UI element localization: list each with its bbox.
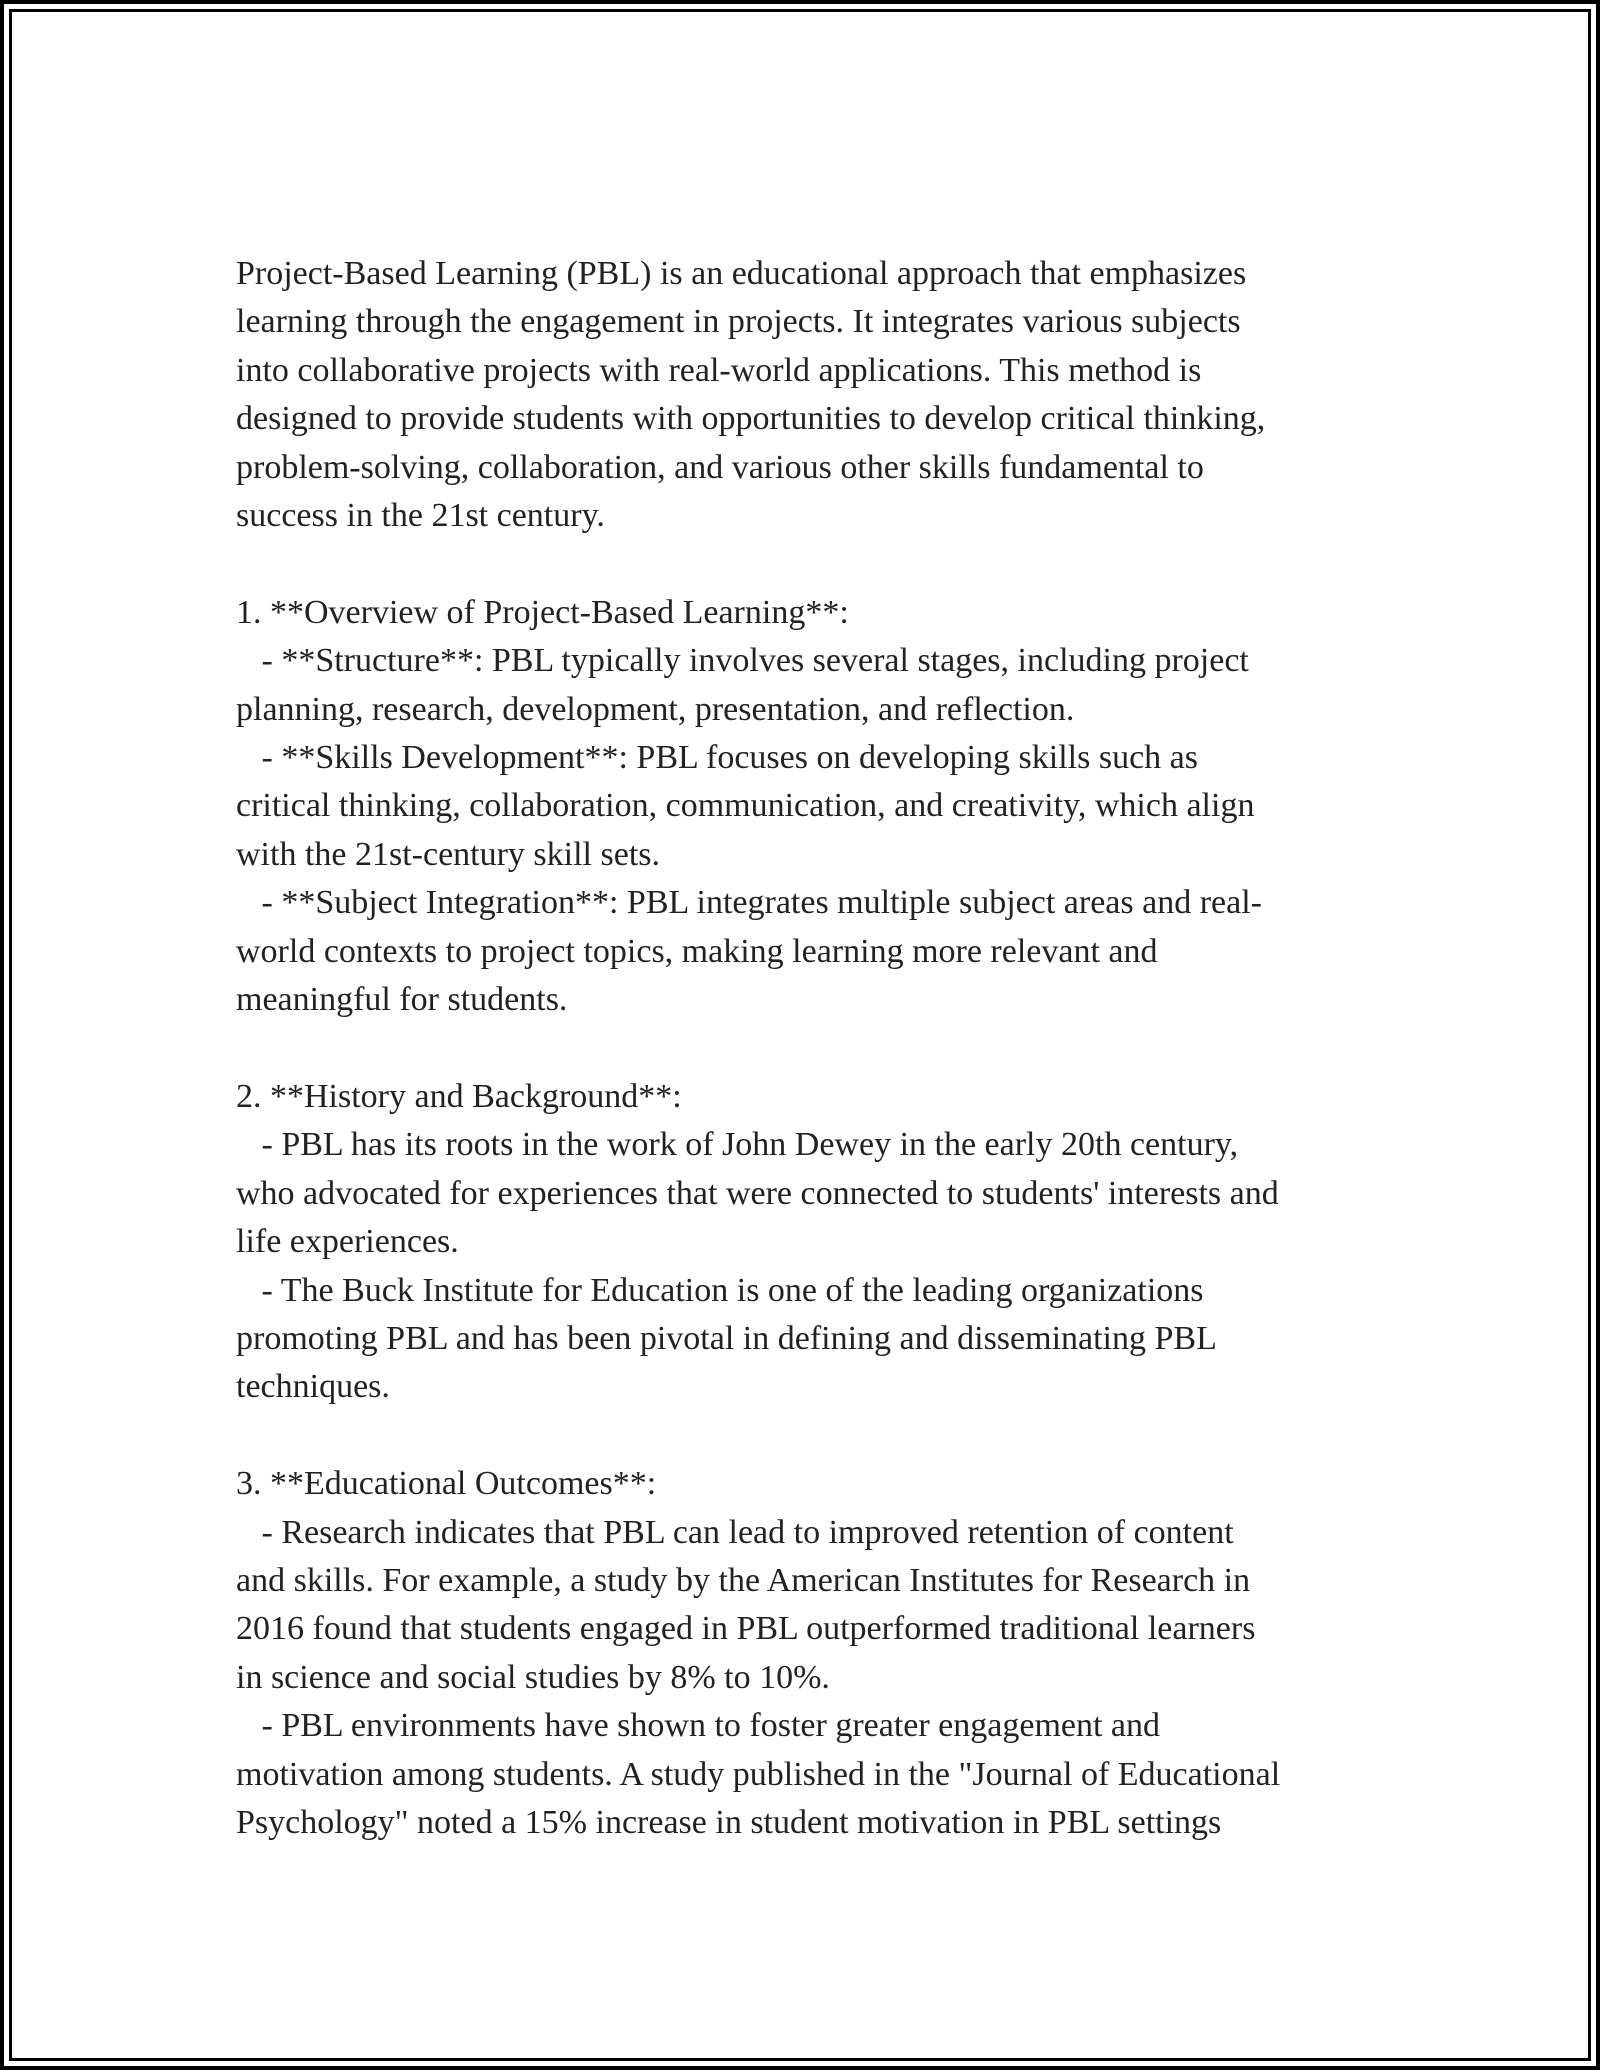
text-line: with the 21st-century skill sets. xyxy=(236,835,661,873)
intro-paragraph xyxy=(236,250,1376,540)
section-heading: 3. **Educational Outcomes**: xyxy=(236,1465,657,1503)
text-line: techniques. xyxy=(236,1368,390,1406)
section-overview xyxy=(236,589,1376,1025)
text-line: in science and social studies by 8% to 10%. xyxy=(236,1658,830,1696)
section-history xyxy=(236,1073,1376,1412)
paragraph-gap xyxy=(236,1024,1376,1072)
text-line: success in the 21st century. xyxy=(236,497,605,535)
text-line: meaningful for students. xyxy=(236,981,568,1019)
text-line: into collaborative projects with real-world applications. This method is xyxy=(236,351,1202,389)
text-line: - Research indicates that PBL can lead to improved retention of content xyxy=(236,1513,1234,1551)
text-line: - PBL environments have shown to foster greater engagement and xyxy=(236,1707,1161,1745)
paragraph-gap xyxy=(236,1412,1376,1460)
text-line: 2016 found that students engaged in PBL outperformed traditional learners xyxy=(236,1610,1256,1648)
document-body xyxy=(236,250,1376,1847)
section-heading: 1. **Overview of Project-Based Learning**: xyxy=(236,593,849,631)
text-line: problem-solving, collaboration, and various other skills fundamental to xyxy=(236,448,1204,486)
text-line: who advocated for experiences that were connected to students' interests and xyxy=(236,1174,1279,1212)
text-line: life experiences. xyxy=(236,1223,459,1261)
text-line: Psychology" noted a 15% increase in student motivation in PBL settings xyxy=(236,1803,1222,1841)
section-heading: 2. **History and Background**: xyxy=(236,1077,682,1115)
text-line: promoting PBL and has been pivotal in defining and disseminating PBL xyxy=(236,1319,1217,1357)
text-line: - PBL has its roots in the work of John Dewey in the early 20th century, xyxy=(236,1126,1239,1164)
text-line: - **Subject Integration**: PBL integrates multiple subject areas and real- xyxy=(236,884,1262,922)
text-line: - **Structure**: PBL typically involves several stages, including project xyxy=(236,642,1249,680)
text-line: planning, research, development, presentation, and reflection. xyxy=(236,690,1075,728)
text-line: motivation among students. A study published in the "Journal of Educational xyxy=(236,1755,1281,1793)
text-line: - **Skills Development**: PBL focuses on developing skills such as xyxy=(236,739,1198,777)
text-line: and skills. For example, a study by the American Institutes for Research in xyxy=(236,1561,1251,1599)
text-line: - The Buck Institute for Education is one of the leading organizations xyxy=(236,1271,1204,1309)
paragraph-gap xyxy=(236,540,1376,588)
text-line: learning through the engagement in projects. It integrates various subjects xyxy=(236,303,1241,341)
section-outcomes xyxy=(236,1460,1376,1847)
text-line: world contexts to project topics, making learning more relevant and xyxy=(236,932,1158,970)
text-line: Project-Based Learning (PBL) is an educational approach that emphasizes xyxy=(236,255,1247,292)
text-line: critical thinking, collaboration, communication, and creativity, which align xyxy=(236,787,1255,825)
text-line: designed to provide students with opportunities to develop critical thinking, xyxy=(236,400,1266,438)
